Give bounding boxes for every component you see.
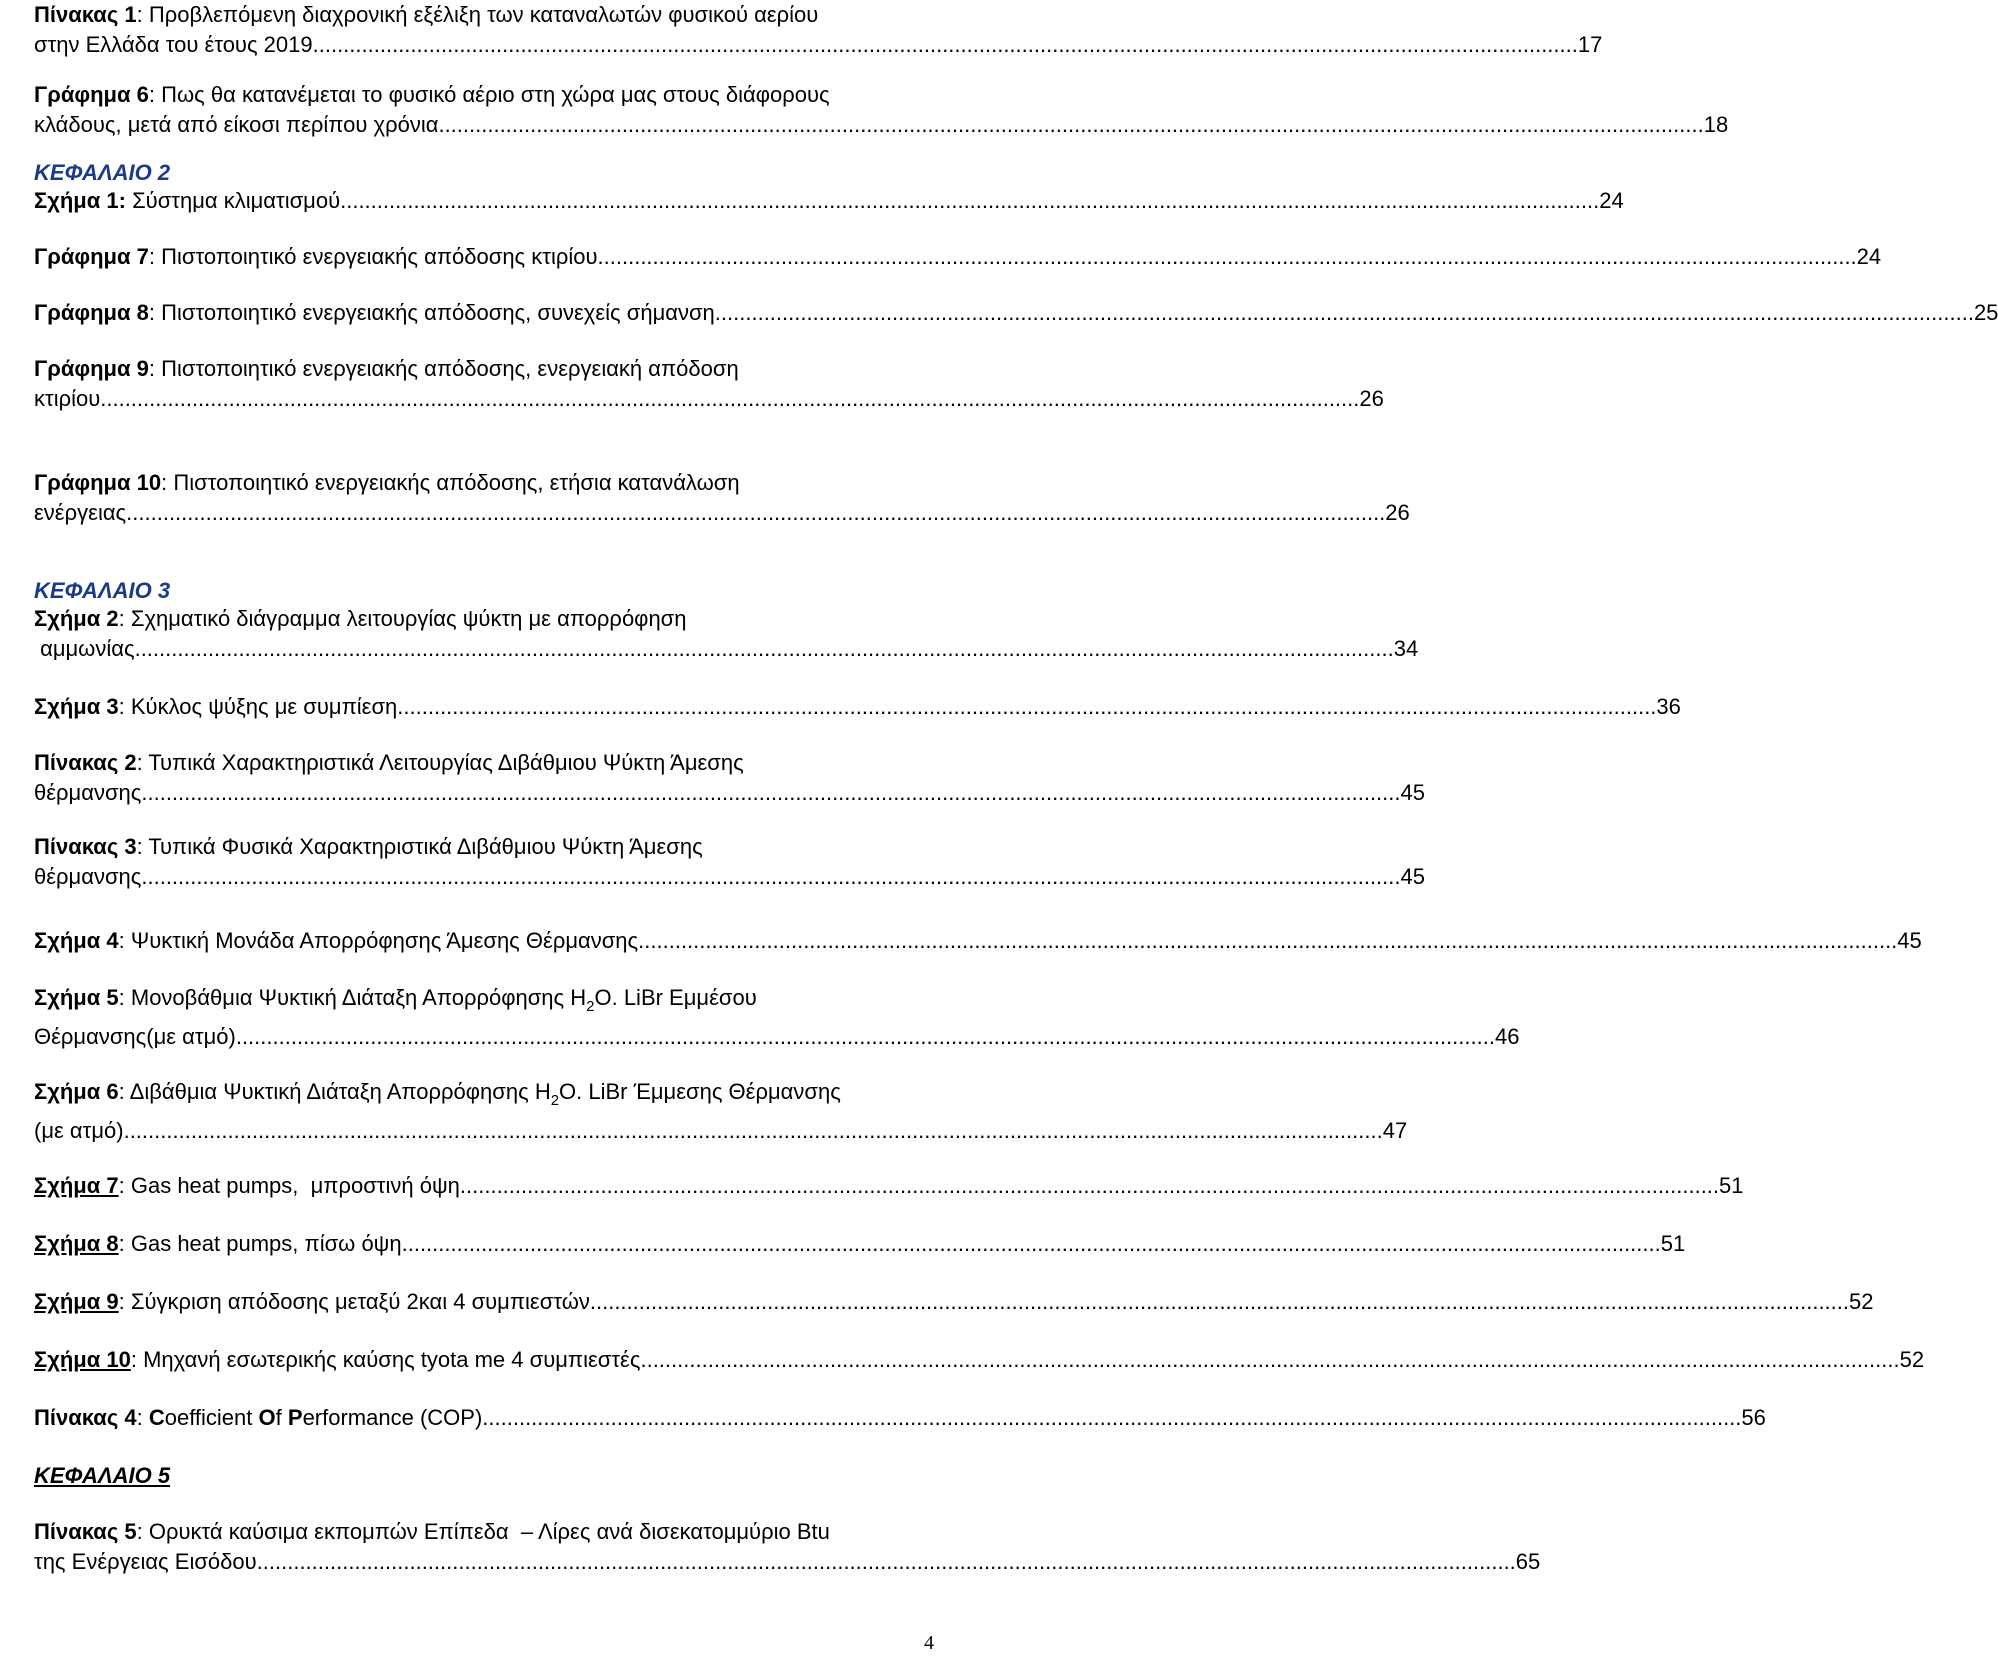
entry-title: : Πιστοποιητικό ενεργειακής απόδοσης, συνεχείς σήμανση [148,300,715,325]
entry-page: 65 [1515,1549,1541,1574]
leader-dots: .............................................................................................................................................................................................................. [714,300,1974,325]
entry-title-b: O. LiBr Εμμέσου [594,985,757,1010]
chapter-title: ΚΕΦΑΛΑΙΟ 5 [34,1463,171,1488]
toc-entry[interactable] [34,242,1882,272]
entry-title: : Μονοβάθμια Ψυκτική Διάταξη Απορρόφησης H [118,985,587,1010]
entry-title: : Ορυκτά καύσιμα εκπομπών Επίπεδα – Λίρες ανά δισεκατομμύριο Btu [136,1519,830,1544]
toc-entry[interactable] [34,298,1998,328]
leader-dots: .............................................................................................................................................................................................................. [134,636,1394,661]
subscript: 2 [550,1092,560,1109]
entry-label: Σχήμα 10 [34,1347,131,1372]
toc-entry[interactable] [34,692,1681,722]
entry-title: Σύστημα κλιματισμού [125,188,341,213]
entry-label: Γράφημα 6 [34,82,149,107]
entry-label: Σχήμα 5 [34,985,119,1010]
leader-dots: .............................................................................................................................................................................................................. [397,694,1657,719]
leader-dots: .............................................................................................................................................................................................................. [141,864,1401,889]
entry-title-cont: θέρμανσης [34,780,142,805]
toc-entry[interactable] [34,186,1624,216]
entry-page: 56 [1741,1405,1766,1430]
leader-dots: .............................................................................................................................................................................................................. [482,1405,1742,1430]
entry-title: : Πιστοποιητικό ενεργειακής απόδοσης κτιρίου [148,244,598,269]
toc-entry[interactable] [34,983,1520,1052]
entry-title-cont: κτιρίου [34,386,101,411]
entry-title: : Gas heat pumps, πίσω όψη [118,1231,402,1256]
entry-page: 45 [1400,864,1425,889]
leader-dots: .............................................................................................................................................................................................................. [444,112,1704,137]
chapter-title: ΚΕΦΑΛΑΙΟ 3 [34,578,171,603]
entry-page: 45 [1897,928,1922,953]
entry-page: 26 [1385,500,1410,525]
entry-title-cont: κλάδους, μετά από είκοσι περίπου χρόνια. [34,112,445,137]
entry-title-part: P [287,1405,303,1430]
leader-dots: .............................................................................................................................................................................................................. [340,188,1600,213]
leader-dots: .............................................................................................................................................................................................................. [459,1173,1720,1198]
entry-page: 26 [1359,386,1384,411]
entry-page: 47 [1382,1118,1408,1143]
entry-title-part: O [258,1405,276,1430]
toc-entry[interactable] [34,1517,1541,1577]
entry-page: 25 [1973,300,1998,325]
leader-dots: .............................................................................................................................................................................................................. [100,386,1360,411]
entry-label: Γράφημα 7 [34,244,149,269]
toc-entry[interactable] [34,80,1729,140]
entry-label: Σχήμα 1: [34,188,126,213]
toc-entry[interactable] [34,1345,1925,1375]
entry-label: Σχήμα 6 [34,1079,119,1104]
leader-dots: .............................................................................................................................................................................................................. [126,500,1386,525]
entry-title-cont: Θέρμανσης(με ατμό) [34,1024,236,1049]
entry-title-part: C [148,1405,165,1430]
entry-title: : Μηχανή εσωτερικής καύσης tyota me 4 συμπιεστές [130,1347,641,1372]
entry-title: : Σύγκριση απόδοσης μεταξύ 2και 4 συμπιεστών [118,1289,590,1314]
toc-entry[interactable] [34,1229,1686,1259]
leader-dots: .............................................................................................................................................................................................................. [141,780,1401,805]
entry-title-cont: στην Ελλάδα του έτους 2019. [34,32,319,57]
entry-page: 24 [1599,188,1624,213]
entry-page: 51 [1660,1231,1686,1256]
toc-entry[interactable] [34,468,1410,528]
chapter-heading [34,158,928,188]
entry-title: : Gas heat pumps, μπροστινή όψη [118,1173,460,1198]
toc-entry[interactable] [34,354,1384,414]
toc-entry[interactable] [34,1287,1874,1317]
leader-dots: .............................................................................................................................................................................................................. [638,928,1898,953]
entry-page: 34 [1393,636,1419,661]
entry-title: : Ψυκτική Μονάδα Απορρόφησης Άμεσης Θέρμανσης [118,928,639,953]
entry-label: Πίνακας 3 [34,834,137,859]
entry-page: 45 [1400,780,1425,805]
entry-label: Σχήμα 9 [34,1289,119,1314]
entry-title: : Πως θα κατανέμεται το φυσικό αέριο στη χώρα μας στους διάφορους [148,82,830,107]
entry-title-part: oefficient [164,1405,259,1430]
entry-title-part: erformance (COP) [302,1405,483,1430]
entry-label: Σχήμα 4 [34,928,119,953]
entry-title: : Διβάθμια Ψυκτική Διάταξη Απορρόφησης H [118,1079,551,1104]
entry-label: Σχήμα 7 [34,1173,119,1198]
entry-page: 18 [1703,112,1729,137]
entry-page: 17 [1577,32,1603,57]
entry-label: Πίνακας 4 [34,1405,137,1430]
entry-title: : Κύκλος ψύξης με συμπίεση [118,694,398,719]
toc-entry[interactable] [34,1403,1766,1433]
entry-page: 36 [1656,694,1681,719]
toc-entry[interactable] [34,1077,1408,1146]
leader-dots: .............................................................................................................................................................................................................. [123,1118,1383,1143]
entry-page: 24 [1856,244,1882,269]
entry-page: 52 [1899,1347,1925,1372]
page-number: 4 [924,1632,934,1654]
entry-title: : Τυπικά Φυσικά Χαρακτηριστικά Διβάθμιου Ψύκτη Άμεσης [136,834,703,859]
toc-entry[interactable] [34,604,1419,664]
entry-title: : Σχηματικό διάγραμμα λειτουργίας ψύκτη με απορρόφηση [118,606,687,631]
leader-dots: .............................................................................................................................................................................................................. [401,1231,1661,1256]
entry-title: : Τυπικά Χαρακτηριστικά Λειτουργίας Διβάθμιου Ψύκτη Άμεσης [136,750,744,775]
entry-title-cont: (με ατμό) [34,1118,124,1143]
entry-page: 51 [1719,1173,1744,1198]
entry-title-cont: ενέργειας [34,500,127,525]
leader-dots: .............................................................................................................................................................................................................. [589,1289,1850,1314]
leader-dots: .............................................................................................................................................................................................................. [235,1024,1495,1049]
leader-dots: .............................................................................................................................................................................................................. [318,32,1578,57]
entry-title-b: O. LiBr Έμμεσης Θέρμανσης [559,1079,841,1104]
leader-dots: .............................................................................................................................................................................................................. [597,244,1857,269]
entry-title-cont: αμμωνίας [34,636,135,661]
leader-dots: .............................................................................................................................................................................................................. [640,1347,1900,1372]
entry-title: : Πιστοποιητικό ενεργειακής απόδοσης, ετήσια κατανάλωση [161,470,740,495]
entry-label: Πίνακας 5 [34,1519,137,1544]
subscript: 2 [586,998,595,1015]
entry-title-cont: θέρμανσης [34,864,142,889]
entry-label: Σχήμα 8 [34,1231,119,1256]
entry-title-part: f [275,1405,288,1430]
entry-label: Πίνακας 2 [34,750,137,775]
entry-title: : Πιστοποιητικό ενεργειακής απόδοσης, ενεργειακή απόδοση [148,356,739,381]
entry-title-cont: της Ενέργειας Εισόδου [34,1549,257,1574]
toc-entry[interactable] [34,0,1603,60]
entry-label: Πίνακας 1 [34,2,137,27]
entry-label: Γράφημα 9 [34,356,149,381]
toc-entry[interactable] [34,832,1425,892]
leader-dots: .............................................................................................................................................................................................................. [256,1549,1516,1574]
entry-label: Σχήμα 2 [34,606,119,631]
entry-title-part: : [136,1405,149,1430]
chapter-heading [34,1461,928,1491]
toc-entry[interactable] [34,926,1922,956]
chapter-heading [34,576,928,606]
entry-label: Σχήμα 3 [34,694,119,719]
entry-page: 46 [1494,1024,1520,1049]
entry-title: : Προβλεπόμενη διαχρονική εξέλιξη των καταναλωτών φυσικού αερίου [136,2,819,27]
entry-label: Γράφημα 10 [34,470,162,495]
entry-label: Γράφημα 8 [34,300,149,325]
toc-entry[interactable] [34,1171,1744,1201]
chapter-title: ΚΕΦΑΛΑΙΟ 2 [34,160,171,185]
entry-page: 52 [1849,1289,1874,1314]
toc-entry[interactable] [34,748,1425,808]
